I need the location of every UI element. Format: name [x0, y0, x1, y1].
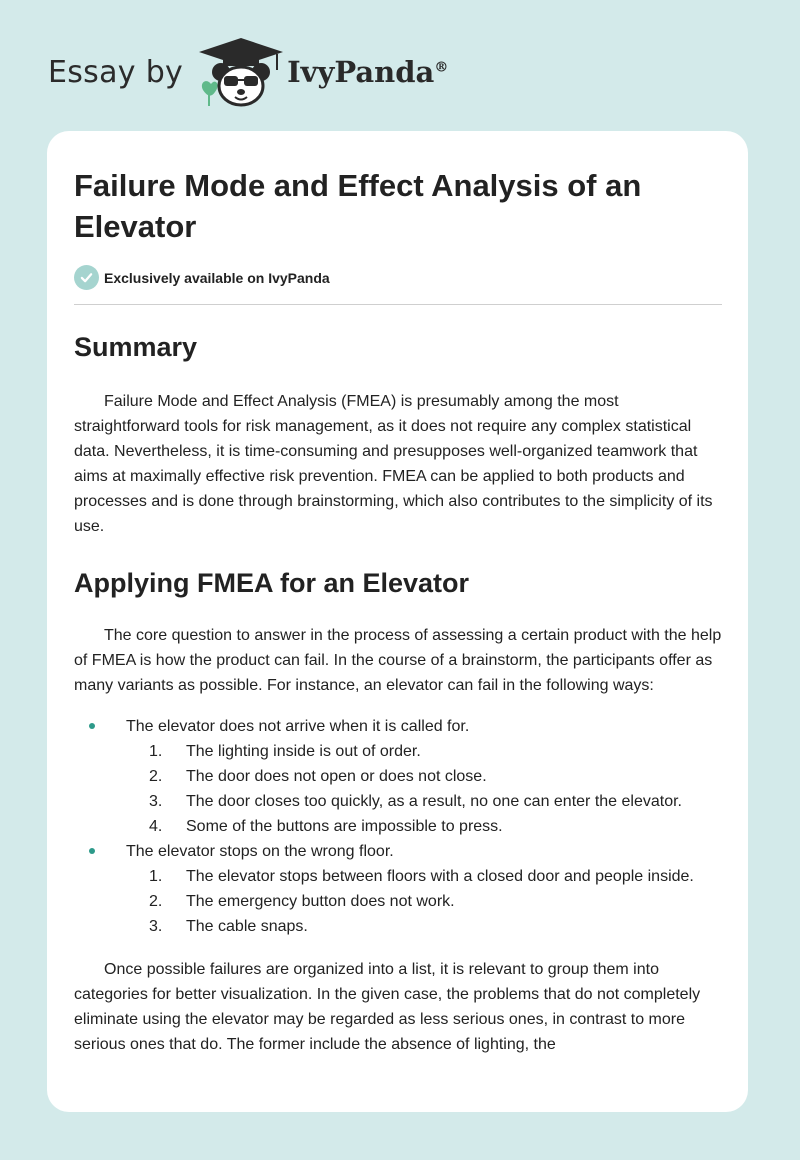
- grouping-paragraph: Once possible failures are organized into a list, it is relevant to group them into categories for better visualization. In the given case, the problems that do not completely eliminate using the elevator may be regarded as less serious ones, in contrast to more serious ones that do. The former include the absence of lighting, the: [74, 961, 701, 1053]
- list-item-text: The door closes too quickly, as a result, no one can enter the elevator.: [186, 793, 682, 810]
- summary-paragraph: Failure Mode and Effect Analysis (FMEA) is presumably among the most straightforward tools for risk management, as it does not require any complex statistical data. Nevertheless, it is time-consuming and presupposes well-organized teamwork that aims at maximally effective risk prevention. FMEA can be applied to both products and processes and is done through brainstorming, which also contributes to the simplicity of its use.: [74, 393, 713, 535]
- sub-list: [126, 864, 722, 939]
- list-number: 3.: [149, 793, 163, 810]
- section-heading-summary: Summary: [74, 332, 198, 362]
- list-item-text: The door does not open or does not close.: [186, 768, 487, 785]
- brand-name[interactable]: IvyPanda®: [287, 55, 449, 89]
- failure-list: [74, 714, 722, 939]
- list-number: 1.: [149, 743, 163, 760]
- list-item: [74, 839, 722, 939]
- site-header: [48, 34, 448, 110]
- applying-intro-paragraph: The core question to answer in the process of assessing a certain product with the help of FMEA is how the product can fail. In the course of a brainstorm, the participants offer as many variants as possible. For instance, an elevator can fail in the following ways:: [74, 627, 722, 694]
- divider: [74, 304, 722, 305]
- list-number: 2.: [149, 768, 163, 785]
- section-heading-applying: Applying FMEA for an Elevator: [74, 568, 470, 598]
- list-item: [126, 914, 722, 939]
- check-icon: [74, 265, 99, 290]
- panda-graduate-icon: [197, 36, 285, 108]
- essay-by-label: Essay by: [48, 54, 184, 90]
- list-item: [74, 714, 722, 839]
- list-item-text: The cable snaps.: [186, 918, 308, 935]
- list-item-text: The emergency button does not work.: [186, 893, 455, 910]
- exclusive-badge: [74, 265, 722, 290]
- list-item: [126, 789, 722, 814]
- article-card: [47, 131, 748, 1112]
- list-item: [126, 814, 722, 839]
- exclusive-badge-text: Exclusively available on IvyPanda: [104, 269, 330, 286]
- list-number: 2.: [149, 893, 163, 910]
- list-item-text: Some of the buttons are impossible to press.: [186, 818, 503, 835]
- list-item: [126, 889, 722, 914]
- article-title: Failure Mode and Effect Analysis of an Elevator: [74, 168, 642, 244]
- list-number: 3.: [149, 918, 163, 935]
- list-number: 4.: [149, 818, 163, 835]
- list-item-text: The elevator does not arrive when it is called for.: [126, 718, 470, 735]
- list-number: 1.: [149, 868, 163, 885]
- list-item: [126, 739, 722, 764]
- list-item: [126, 764, 722, 789]
- list-item-text: The elevator stops on the wrong floor.: [126, 843, 394, 860]
- sub-list: [126, 739, 722, 839]
- bullet-dot-icon: [89, 848, 95, 854]
- list-item-text: The lighting inside is out of order.: [186, 743, 421, 760]
- list-item: [126, 864, 722, 889]
- bullet-dot-icon: [89, 723, 95, 729]
- list-item-text: The elevator stops between floors with a closed door and people inside.: [186, 868, 694, 885]
